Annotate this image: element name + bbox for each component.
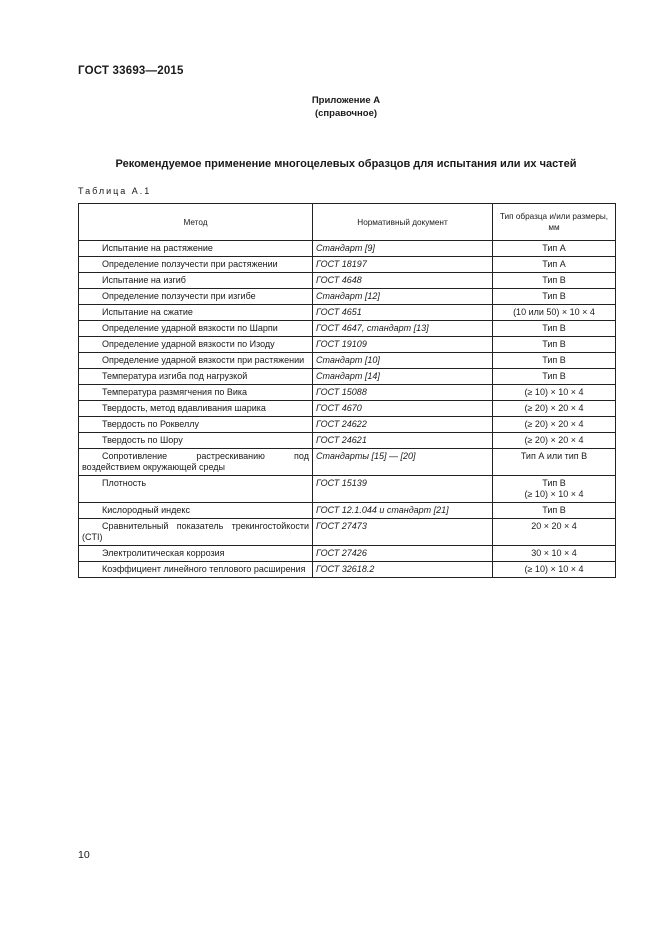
document-cell: ГОСТ 18197 xyxy=(313,257,493,273)
specimen-cell: Тип В xyxy=(493,369,616,385)
specimen-cell: (≥ 20) × 20 × 4 xyxy=(493,433,616,449)
table-row xyxy=(79,562,616,578)
document-cell: ГОСТ 24622 xyxy=(313,417,493,433)
method-cell: Твердость по Шору xyxy=(79,433,313,449)
method-cell: Температура изгиба под нагрузкой xyxy=(79,369,313,385)
specimen-cell: Тип А xyxy=(493,241,616,257)
table-row xyxy=(79,519,616,546)
document-cell: ГОСТ 32618.2 xyxy=(313,562,493,578)
specimen-cell: Тип В xyxy=(493,503,616,519)
column-header-method: Метод xyxy=(79,204,313,241)
specimen-cell: Тип В xyxy=(493,273,616,289)
table-caption: Таблица А.1 xyxy=(78,186,152,196)
specimen-cell: (≥ 20) × 20 × 4 xyxy=(493,401,616,417)
table-row xyxy=(79,369,616,385)
table-row xyxy=(79,257,616,273)
method-cell: Определение ударной вязкости по Изоду xyxy=(79,337,313,353)
appendix-title: Приложение А xyxy=(311,95,381,106)
table-row xyxy=(79,305,616,321)
method-cell: Плотность xyxy=(79,476,313,503)
document-cell: ГОСТ 19109 xyxy=(313,337,493,353)
table-header-row xyxy=(79,204,616,241)
method-cell: Определение ударной вязкости при растяжении xyxy=(79,353,313,369)
specimen-cell: Тип В xyxy=(493,321,616,337)
method-cell: Сравнительный показатель трекингостойкости (CTI) xyxy=(79,519,313,546)
specimen-cell: Тип А xyxy=(493,257,616,273)
document-cell: ГОСТ 4648 xyxy=(313,273,493,289)
method-cell: Определение ползучести при растяжении xyxy=(79,257,313,273)
document-cell: ГОСТ 4651 xyxy=(313,305,493,321)
method-cell: Сопротивление растрескиванию под воздействием окружающей среды xyxy=(79,449,313,476)
method-cell: Определение ударной вязкости по Шарпи xyxy=(79,321,313,337)
document-cell: ГОСТ 15139 xyxy=(313,476,493,503)
specimen-cell: Тип В (≥ 10) × 10 × 4 xyxy=(493,476,616,503)
specimen-cell: (≥ 10) × 10 × 4 xyxy=(493,385,616,401)
table-row xyxy=(79,241,616,257)
specimen-cell: 20 × 20 × 4 xyxy=(493,519,616,546)
table-row xyxy=(79,503,616,519)
specimen-cell: Тип В xyxy=(493,289,616,305)
specimen-cell: (10 или 50) × 10 × 4 xyxy=(493,305,616,321)
document-cell: Стандарт [12] xyxy=(313,289,493,305)
table-row xyxy=(79,273,616,289)
specimen-cell: 30 × 10 × 4 xyxy=(493,546,616,562)
table-row xyxy=(79,476,616,503)
table-row xyxy=(79,337,616,353)
document-cell: Стандарт [10] xyxy=(313,353,493,369)
document-cell: ГОСТ 4670 xyxy=(313,401,493,417)
document-cell: ГОСТ 24621 xyxy=(313,433,493,449)
specimen-cell: Тип А или тип В xyxy=(493,449,616,476)
document-cell: ГОСТ 12.1.044 и стандарт [21] xyxy=(313,503,493,519)
method-cell: Испытание на сжатие xyxy=(79,305,313,321)
section-title: Рекомендуемое применение многоцелевых образцов для испытания или их частей xyxy=(115,158,577,170)
method-cell: Электролитическая коррозия xyxy=(79,546,313,562)
method-cell: Кислородный индекс xyxy=(79,503,313,519)
page-number: 10 xyxy=(78,849,90,861)
table-row xyxy=(79,417,616,433)
column-header-specimen: Тип образца и/или размеры, мм xyxy=(493,204,616,241)
document-cell: ГОСТ 27426 xyxy=(313,546,493,562)
method-cell: Испытание на изгиб xyxy=(79,273,313,289)
document-cell: Стандарт [14] xyxy=(313,369,493,385)
column-header-document: Нормативный документ xyxy=(313,204,493,241)
specimen-cell: (≥ 20) × 20 × 4 xyxy=(493,417,616,433)
document-cell: ГОСТ 15088 xyxy=(313,385,493,401)
method-cell: Температура размягчения по Вика xyxy=(79,385,313,401)
document-cell: Стандарты [15] — [20] xyxy=(313,449,493,476)
methods-table xyxy=(78,203,616,578)
method-cell: Коэффициент линейного теплового расширения xyxy=(79,562,313,578)
specimen-cell: Тип В xyxy=(493,337,616,353)
document-cell: Стандарт [9] xyxy=(313,241,493,257)
table-row xyxy=(79,546,616,562)
specimen-cell: Тип В xyxy=(493,353,616,369)
table-row xyxy=(79,401,616,417)
table-row xyxy=(79,289,616,305)
table-row xyxy=(79,449,616,476)
table-body xyxy=(79,241,616,578)
table-row xyxy=(79,321,616,337)
method-cell: Твердость по Роквеллу xyxy=(79,417,313,433)
document-cell: ГОСТ 27473 xyxy=(313,519,493,546)
specimen-cell: (≥ 10) × 10 × 4 xyxy=(493,562,616,578)
appendix-subtitle: (справочное) xyxy=(314,108,378,119)
method-cell: Твердость, метод вдавливания шарика xyxy=(79,401,313,417)
method-cell: Испытание на растяжение xyxy=(79,241,313,257)
method-cell: Определение ползучести при изгибе xyxy=(79,289,313,305)
table-row xyxy=(79,353,616,369)
table-row xyxy=(79,433,616,449)
document-header: ГОСТ 33693—2015 xyxy=(78,65,184,77)
document-cell: ГОСТ 4647, стандарт [13] xyxy=(313,321,493,337)
table-row xyxy=(79,385,616,401)
